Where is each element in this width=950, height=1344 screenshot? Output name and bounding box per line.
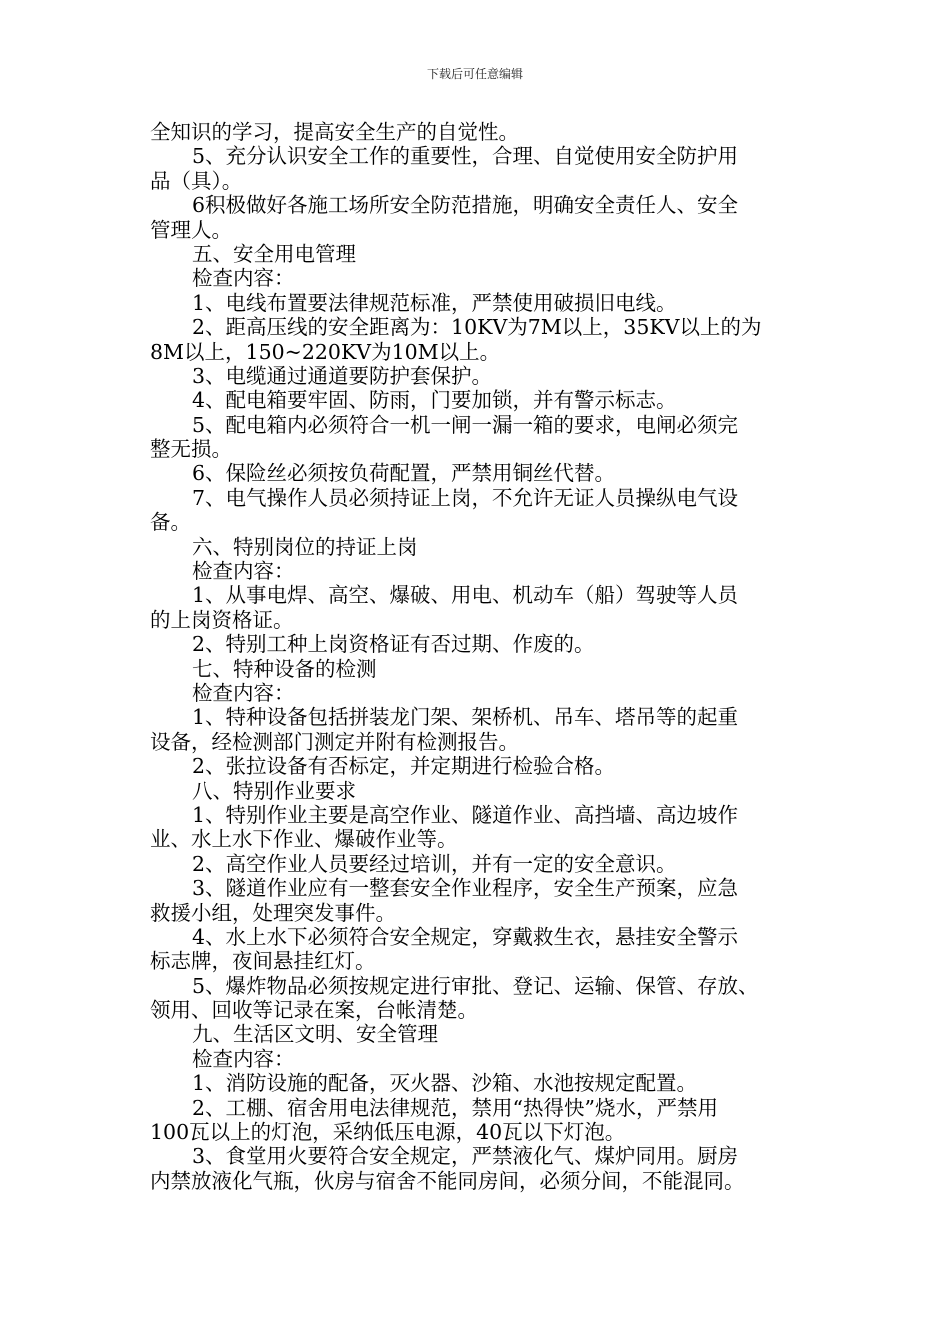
text-line: 3、食堂用火要符合安全规定，严禁液化气、煤炉同用。厨房: [192, 1144, 739, 1169]
text-line: 八、特别作业要求: [192, 778, 356, 803]
text-line: 1、特种设备包括拼装龙门架、架桥机、吊车、塔吊等的起重: [192, 705, 739, 730]
text-line: 救援小组，处理突发事件。: [150, 900, 396, 925]
document-body: [150, 120, 822, 1193]
text-line: 2、高空作业人员要经过培训，并有一定的安全意识。: [192, 851, 677, 876]
text-line: 4、水上水下必须符合安全规定，穿戴救生衣，悬挂安全警示: [192, 924, 739, 949]
text-line: 的上岗资格证。: [150, 607, 294, 632]
text-line: 标志牌，夜间悬挂红灯。: [150, 949, 376, 974]
text-line: 九、生活区文明、安全管理: [192, 1022, 438, 1047]
text-line: 2、工棚、宿舍用电法律规范，禁用“热得快”烧水，严禁用: [192, 1095, 719, 1120]
text-line: 1、从事电焊、高空、爆破、用电、机动车（船）驾驶等人员: [192, 583, 739, 608]
text-line: 备。: [150, 510, 191, 535]
text-line: 领用、回收等记录在案，台帐清楚。: [150, 998, 478, 1023]
text-line: 5、爆炸物品必须按规定进行审批、登记、运输、保管、存放、: [192, 973, 759, 998]
text-line: 5、充分认识安全工作的重要性，合理、自觉使用安全防护用: [192, 144, 739, 169]
text-line: 整无损。: [150, 437, 232, 462]
text-line: 管理人。: [150, 217, 232, 242]
text-line: 全知识的学习，提高安全生产的自觉性。: [150, 120, 519, 144]
text-line: 2、距高压线的安全距离为：10KV为7M以上，35KV以上的为: [192, 315, 762, 340]
text-line: 品（具）。: [150, 168, 243, 193]
text-line: 业、水上水下作业、爆破作业等。: [150, 827, 458, 852]
text-line: 检查内容：: [192, 559, 295, 584]
text-line: 七、特种设备的检测: [192, 656, 377, 681]
text-line: 检查内容：: [192, 266, 295, 291]
text-line: 4、配电箱要牢固、防雨，门要加锁，并有警示标志。: [192, 388, 677, 413]
text-line: 6积极做好各施工场所安全防范措施，明确安全责任人、安全: [192, 193, 739, 218]
text-line: 2、特别工种上岗资格证有否过期、作废的。: [192, 632, 595, 657]
text-line: 1、特别作业主要是高空作业、隧道作业、高挡墙、高边坡作: [192, 802, 739, 827]
text-line: 检查内容：: [192, 1046, 295, 1071]
text-line: 五、安全用电管理: [192, 241, 356, 266]
text-line: 2、张拉设备有否标定，并定期进行检验合格。: [192, 754, 616, 779]
text-line: 3、电缆通过通道要防护套保护。: [192, 363, 493, 388]
text-line: 设备，经检测部门测定并附有检测报告。: [150, 729, 519, 754]
text-line: 6、保险丝必须按负荷配置，严禁用铜丝代替。: [192, 461, 616, 486]
text-line: 3、隧道作业应有一整套安全作业程序，安全生产预案，应急: [192, 876, 739, 901]
text-line: 1、消防设施的配备，灭火器、沙箱、水池按规定配置。: [192, 1071, 698, 1096]
text-line: 检查内容：: [192, 680, 295, 705]
text-line: 六、特别岗位的持证上岗: [192, 534, 418, 559]
text-line: 7、电气操作人员必须持证上岗，不允许无证人员操纵电气设: [192, 485, 739, 510]
text-line: 100瓦以上的灯泡，采纳低压电源，40瓦以下灯泡。: [150, 1120, 626, 1145]
text-line: 内禁放液化气瓶，伙房与宿舍不能同房间，必须分间，不能混同。: [150, 1168, 745, 1193]
text-line: 8M以上，150~220KV为10M以上。: [150, 339, 501, 364]
text-line: 5、配电箱内必须符合一机一闸一漏一箱的要求，电闸必须完: [192, 412, 739, 437]
text-line: 1、电线布置要法律规范标准，严禁使用破损旧电线。: [192, 290, 677, 315]
page-header: 下载后可任意编辑: [426, 67, 523, 81]
